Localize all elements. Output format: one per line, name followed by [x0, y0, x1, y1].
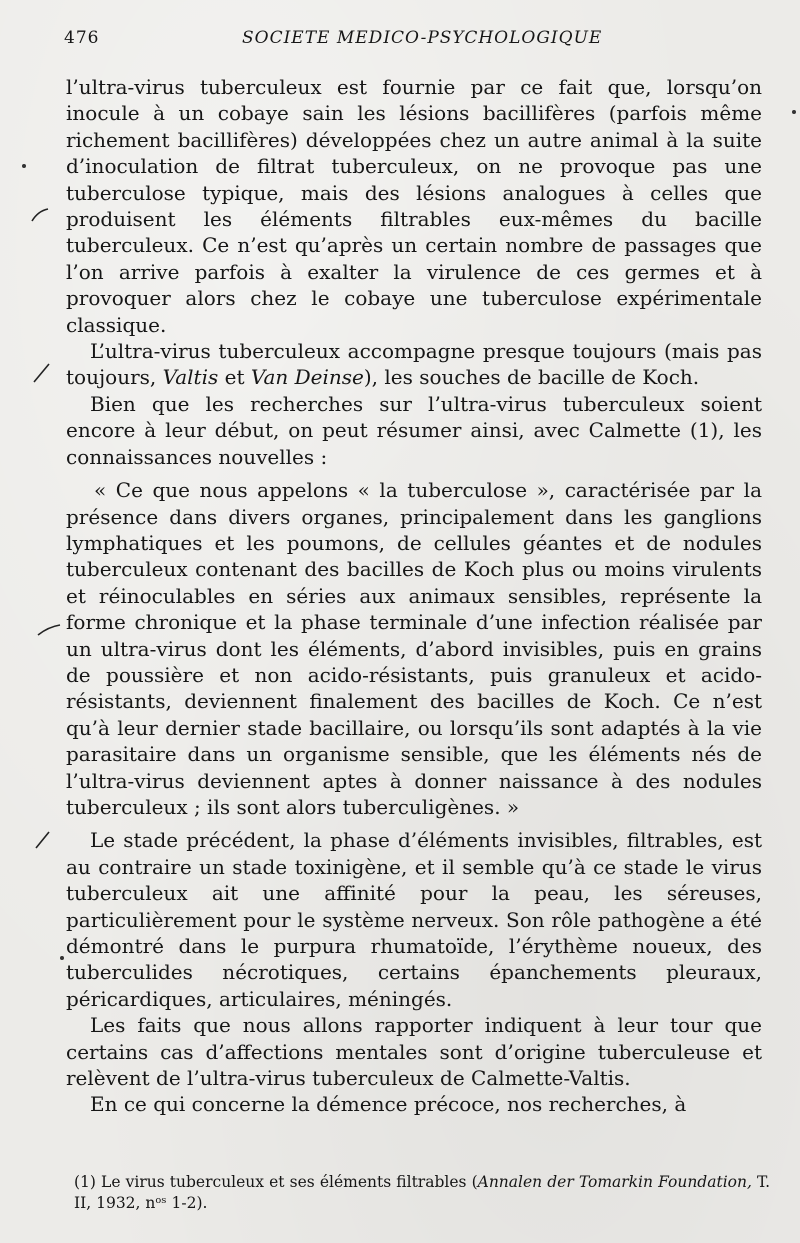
pencil-tick-icon — [36, 623, 62, 637]
margin-pencil-mark — [34, 830, 52, 855]
paragraph-text: L’ultra-virus tuberculeux accompagne presque toujours (mais pas toujours, — [66, 339, 762, 390]
margin-pencil-mark — [32, 362, 52, 389]
footnote-text: (1) Le virus tuberculeux et ses éléments filtrables ( — [74, 1173, 478, 1191]
paragraph-text: et — [218, 365, 251, 390]
paragraph-recherches: Bien que les recherches sur l’ultra-virus tuberculeux soient encore à leur début, on peut résumer ainsi, avec Calmette (1), les connaissances nouvelles : — [66, 391, 762, 469]
paragraph-ultra-virus — [66, 338, 762, 391]
page-header — [64, 28, 770, 54]
paragraph-demence-precoce: En ce qui concerne la démence précoce, nos recherches, à — [90, 1092, 687, 1117]
margin-dot — [792, 110, 796, 114]
paragraph-text: ), les souches de bacille de Koch. — [363, 365, 700, 390]
author-name-valtis: Valtis — [162, 365, 219, 390]
margin-pencil-mark — [36, 620, 62, 642]
author-name-van-deinse: Van Deinse — [250, 365, 364, 390]
footnote — [74, 1172, 770, 1214]
running-title: SOCIETE MEDICO-PSYCHOLOGIQUE — [242, 28, 603, 48]
paragraph-faits: Les faits que nous allons rapporter indiquent à leur tour que certains cas d’affections mentales sont d’origine tuberculeuse et relèvent de l’ultra-virus tuberculeux de Calmette-Valtis. — [66, 1013, 762, 1091]
page-number: 476 — [64, 28, 100, 48]
paragraph-stade-precedent: Le stade précédent, la phase d’éléments invisibles, filtrables, est au contraire un stade toxinigène, et il semble qu’à ce stade le virus tuberculeux ait une affinité pour la peau, les séreuses, particulièrement pour le système nerveux. Son rôle pathogène a été démontré dans le purpura rhumatoïde, l’érythème noueux, des tuberculides nécrotiques, certains épanchements pleuraux, péricardiques, articulaires, méningés. — [66, 828, 762, 1011]
pencil-slash-icon — [32, 362, 52, 384]
margin-dot — [22, 164, 26, 168]
pencil-slash-icon — [34, 830, 52, 850]
footnote-text-end: T. II, 1932, nᵒˢ 1-2). — [74, 1173, 770, 1212]
footnote-journal: Annalen der Tomarkin Foundation, — [477, 1173, 752, 1191]
margin-dot — [60, 956, 64, 960]
pencil-tick-icon — [30, 207, 50, 223]
margin-pencil-mark — [30, 206, 50, 228]
paragraph-continuation: l’ultra-virus tuberculeux est fournie par ce fait que, lorsqu’on inocule à un cobaye sain les lésions bacillifères (parfois même richement bacillifères) développées chez un autre animal à la suite d’inoculation de filtrat tuberculeux, on ne provoque pas une tuberculose typique, mais des lésions analogues à celles que produisent les éléments filtrables eux-mêmes du bacille tuberculeux. Ce n’est qu’après un certain nombre de passages que l’on arrive parfois à exalter la virulence de ces germes et à provoquer alors chez le cobaye une tuberculose expérimentale classique. — [66, 75, 762, 337]
quotation-calmette: « Ce que nous appelons « la tuberculose », caractérisée par la présence dans divers organes, principalement dans les ganglions lymphatiques et les poumons, de cellules géantes et de nodules tuberculeux contenant des bacilles de Koch plus ou moins virulents et réinoculables en séries aux animaux sensibles, représente la forme chronique et la phase terminale d’une infection réalisée par un ultra-virus dont les éléments, d’abord invisibles, puis en grains de poussière et non acido-résistants, puis granuleux et acido-résistants, deviennent finalement des bacilles de Koch. Ce n’est qu’à leur dernier stade bacillaire, ou lorsqu’ils sont adaptés à la vie parasitaire dans un organisme sensible, que les éléments nés de l’ultra-virus deviennent aptes à donner naissance à des nodules tuberculeux ; ils sont alors tuberculigènes. » — [66, 478, 762, 819]
body-text — [66, 74, 762, 1118]
